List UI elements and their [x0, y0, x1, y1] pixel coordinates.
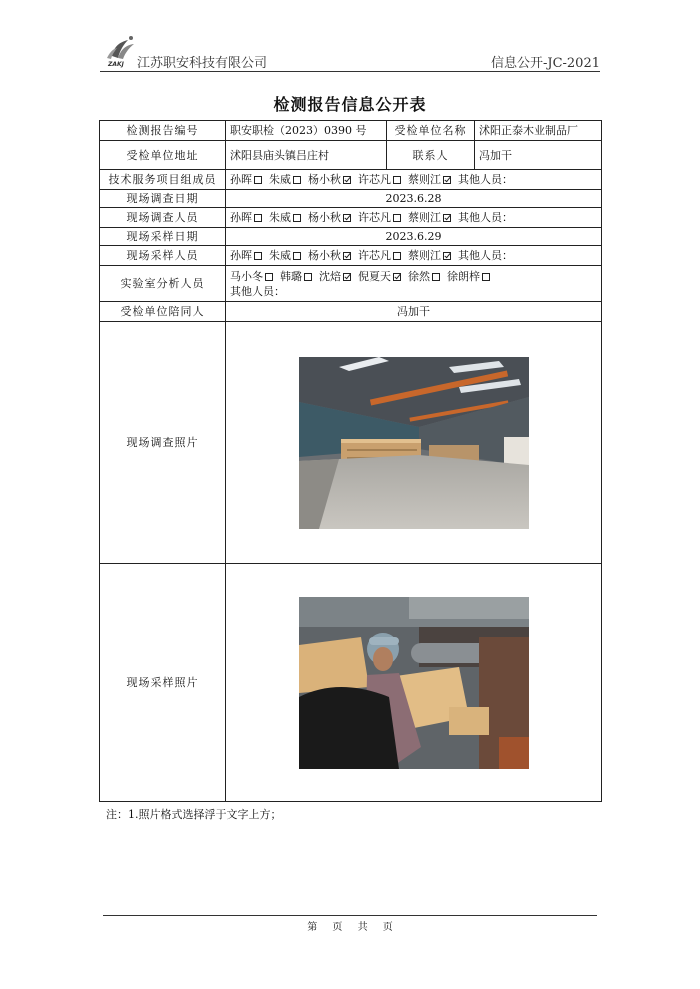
- page-header: [100, 34, 600, 72]
- unchecked-checkbox-icon[interactable]: [265, 273, 273, 281]
- unchecked-checkbox-icon[interactable]: [254, 176, 262, 184]
- address-value: 沭阳县庙头镇吕庄村: [226, 141, 387, 170]
- contact-label: 联系人: [387, 141, 475, 170]
- table-row-samplers: [100, 246, 602, 266]
- person-name: 蔡则江: [408, 173, 441, 186]
- person-name: 马小冬: [230, 269, 263, 283]
- surveyors-label: 现场调查人员: [100, 208, 226, 228]
- table-row-survey-photo: [100, 322, 602, 564]
- lab-members: [226, 266, 602, 302]
- unchecked-checkbox-icon[interactable]: [393, 214, 401, 222]
- inspected-unit-value: 沭阳正泰木业制品厂: [475, 121, 602, 141]
- escort-label: 受检单位陪同人: [100, 302, 226, 322]
- unchecked-checkbox-icon[interactable]: [254, 214, 262, 222]
- header-divider: [100, 71, 600, 72]
- company-name: 江苏职安科技有限公司: [137, 56, 268, 71]
- person-name: 倪夏天: [358, 269, 391, 283]
- team-members: [226, 170, 602, 190]
- other-personnel-label: 其他人员：: [458, 249, 513, 262]
- survey-photo-label: 现场调查照片: [100, 322, 226, 564]
- report-no-label: 检测报告编号: [100, 121, 226, 141]
- table-row-report: [100, 121, 602, 141]
- page-footer: 第 页 共 页: [307, 922, 393, 933]
- person-name: 徐然: [408, 269, 430, 283]
- team-label: 技术服务项目组成员: [100, 170, 226, 190]
- other-personnel-label: 其他人员：: [458, 211, 513, 224]
- unchecked-checkbox-icon[interactable]: [393, 252, 401, 260]
- unchecked-checkbox-icon[interactable]: [482, 273, 490, 281]
- table-row-survey-date: [100, 190, 602, 208]
- person-name: 许芯凡: [358, 211, 391, 224]
- person-name: 杨小秋: [308, 211, 341, 224]
- person-name: 孙晖: [230, 249, 252, 262]
- sampling-photo-label: 现场采样照片: [100, 564, 226, 802]
- survey-date-value: 2023.6.28: [226, 190, 602, 208]
- table-row-escort: [100, 302, 602, 322]
- unchecked-checkbox-icon[interactable]: [254, 252, 262, 260]
- logo-text: ZAKJ: [108, 61, 124, 68]
- footer-divider: [103, 915, 597, 916]
- person-name: 许芯凡: [358, 249, 391, 262]
- person-name: 朱威: [269, 211, 291, 224]
- unchecked-checkbox-icon[interactable]: [293, 252, 301, 260]
- sampling-photo-cell: [226, 564, 602, 802]
- person-name: 徐朗梓: [447, 269, 480, 283]
- footnote: 注：1.照片格式选择浮于文字上方；: [106, 808, 282, 821]
- checked-checkbox-icon[interactable]: [443, 214, 451, 222]
- person-name: 孙晖: [230, 173, 252, 186]
- other-personnel-label: 其他人员：: [458, 173, 513, 186]
- table-row-sampling-photo: [100, 564, 602, 802]
- checked-checkbox-icon[interactable]: [343, 214, 351, 222]
- report-no-value: 职安职检（2023）0390 号: [226, 121, 387, 141]
- person-name: 沈焙: [319, 269, 341, 283]
- person-name: 许芯凡: [358, 173, 391, 186]
- checked-checkbox-icon[interactable]: [343, 176, 351, 184]
- survey-date-label: 现场调查日期: [100, 190, 226, 208]
- page-title: 检测报告信息公开表: [273, 95, 427, 114]
- warehouse-photo: [299, 357, 529, 529]
- checked-checkbox-icon[interactable]: [343, 252, 351, 260]
- checked-checkbox-icon[interactable]: [393, 273, 401, 281]
- person-name: 朱威: [269, 249, 291, 262]
- surveyors-members: [226, 208, 602, 228]
- document-number: 信息公开-JC-2021: [490, 56, 600, 71]
- samplers-members: [226, 246, 602, 266]
- table-row-address: [100, 141, 602, 170]
- inspected-unit-label: 受检单位名称: [387, 121, 475, 141]
- lab-label: 实验室分析人员: [100, 266, 226, 302]
- person-name: 孙晖: [230, 211, 252, 224]
- contact-value: 冯加干: [475, 141, 602, 170]
- sampling-date-value: 2023.6.29: [226, 228, 602, 246]
- escort-value: 冯加干: [226, 302, 602, 322]
- unchecked-checkbox-icon[interactable]: [432, 273, 440, 281]
- person-name: 蔡则江: [408, 249, 441, 262]
- table-row-lab: [100, 266, 602, 302]
- unchecked-checkbox-icon[interactable]: [393, 176, 401, 184]
- table-row-surveyors: [100, 208, 602, 228]
- sampling-photo: [299, 597, 529, 769]
- person-name: 韩璐: [280, 269, 302, 283]
- checked-checkbox-icon[interactable]: [343, 273, 351, 281]
- survey-photo-cell: [226, 322, 602, 564]
- person-name: 杨小秋: [308, 249, 341, 262]
- person-name: 朱威: [269, 173, 291, 186]
- unchecked-checkbox-icon[interactable]: [304, 273, 312, 281]
- table-row-sampling-date: [100, 228, 602, 246]
- other-personnel-label: 其他人员：: [230, 284, 285, 298]
- sampling-date-label: 现场采样日期: [100, 228, 226, 246]
- person-name: 蔡则江: [408, 211, 441, 224]
- address-label: 受检单位地址: [100, 141, 226, 170]
- checked-checkbox-icon[interactable]: [443, 176, 451, 184]
- table-row-team: [100, 170, 602, 190]
- person-name: 杨小秋: [308, 173, 341, 186]
- info-table: [99, 120, 602, 802]
- unchecked-checkbox-icon[interactable]: [293, 176, 301, 184]
- checked-checkbox-icon[interactable]: [443, 252, 451, 260]
- unchecked-checkbox-icon[interactable]: [293, 214, 301, 222]
- samplers-label: 现场采样人员: [100, 246, 226, 266]
